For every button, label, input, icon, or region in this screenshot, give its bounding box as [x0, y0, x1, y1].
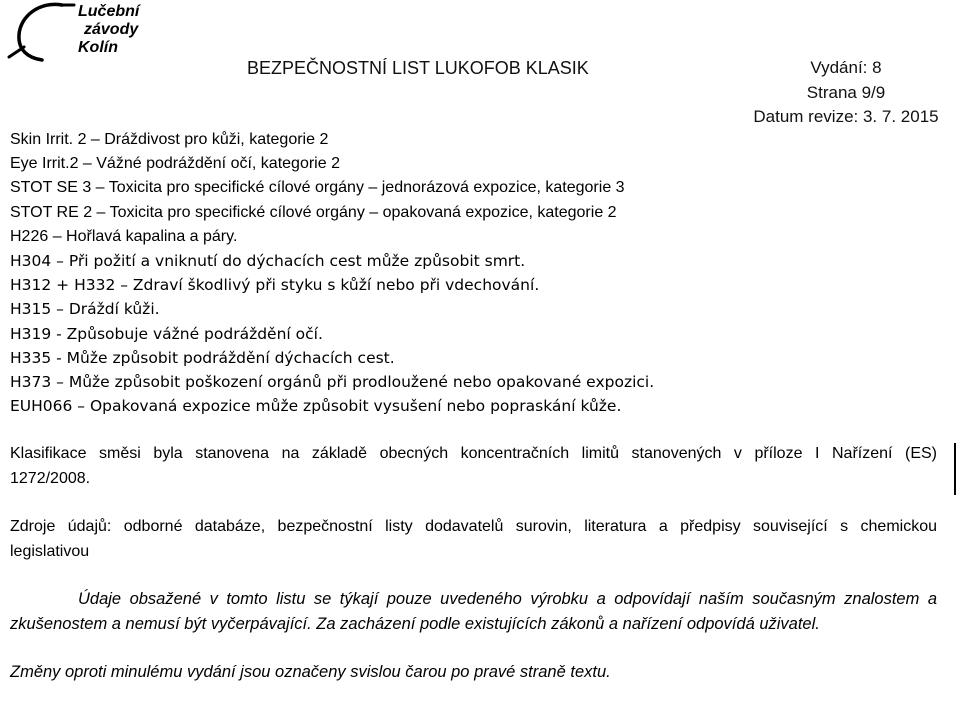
- hazard-statement: EUH066 – Opakovaná expozice může způsobit vysušení nebo popraskání kůže.: [10, 397, 622, 416]
- logo-line-2: závody: [84, 21, 139, 38]
- hazard-statement: Skin Irrit. 2 – Dráždivost pro kůži, kategorie 2: [10, 131, 329, 148]
- edition-label: Vydání: 8: [810, 58, 882, 77]
- company-logo: [6, 0, 156, 64]
- page-number: Strana 9/9: [806, 82, 886, 102]
- hazard-statement: H373 – Může způsobit poškození orgánů při prodloužené nebo opakované expozici.: [10, 373, 655, 392]
- hazard-statement: H304 – Při požití a vniknutí do dýchacích cest může způsobit smrt.: [10, 252, 526, 271]
- disclaimer-line: zkušenostem a nemusí být vyčerpávající. Za zacházení podle existujících zákonů a nařízení odpovídá uživatel.: [10, 614, 820, 633]
- hazard-statement-list: [10, 128, 940, 418]
- revision-date: Datum revize: 3. 7. 2015: [753, 107, 939, 126]
- hazard-statement: H312 + H332 – Zdraví škodlivý při styku s kůží nebo při vdechování.: [10, 276, 540, 295]
- changes-note-line: Změny oproti minulému vydání jsou označeny svislou čarou po pravé straně textu.: [10, 663, 611, 681]
- logo-line-3: Kolín: [78, 39, 118, 56]
- document-title: BEZPEČNOSTNÍ LIST LUKOFOB KLASIK: [247, 58, 589, 78]
- logo-flask-icon: [9, 4, 74, 60]
- classification-note-line: 1272/2008.: [10, 469, 91, 487]
- data-sources: [10, 515, 937, 564]
- hazard-statement: H335 - Může způsobit podráždění dýchacích cest.: [10, 348, 395, 367]
- data-sources-line: Zdroje údajů: odborné databáze, bezpečnostní listy dodavatelů surovin, literatura a předpisy související s chemickou: [10, 518, 937, 535]
- logo-line-1: Lučební: [78, 3, 140, 20]
- hazard-statement: STOT SE 3 – Toxicita pro specifické cílové orgány – jednorázová expozice, kategorie 3: [10, 179, 625, 197]
- classification-note-line: Klasifikace směsi byla stanovena na základě obecných koncentračních limitů stanovených v příloze I Nařízení (ES): [10, 445, 937, 462]
- change-bar: [954, 443, 956, 495]
- hazard-statement: H226 – Hořlavá kapalina a páry.: [10, 227, 238, 245]
- disclaimer-line: Údaje obsažené v tomto listu se týkají pouze uvedeného výrobku a odpovídají naším současným znalostem a: [78, 590, 937, 608]
- classification-note: [10, 442, 937, 491]
- hazard-statement: H319 - Způsobuje vážné podráždění očí.: [10, 324, 323, 343]
- hazard-statement: H315 – Dráždí kůži.: [10, 300, 160, 319]
- data-sources-line: legislativou: [10, 542, 90, 560]
- hazard-statement: STOT RE 2 – Toxicita pro specifické cílové orgány – opakovaná expozice, kategorie 2: [10, 203, 617, 221]
- changes-note: [10, 660, 937, 685]
- hazard-statement: Eye Irrit.2 – Vážné podráždění očí, kategorie 2: [10, 155, 340, 173]
- header-meta: [746, 56, 946, 130]
- disclaimer: [10, 587, 937, 636]
